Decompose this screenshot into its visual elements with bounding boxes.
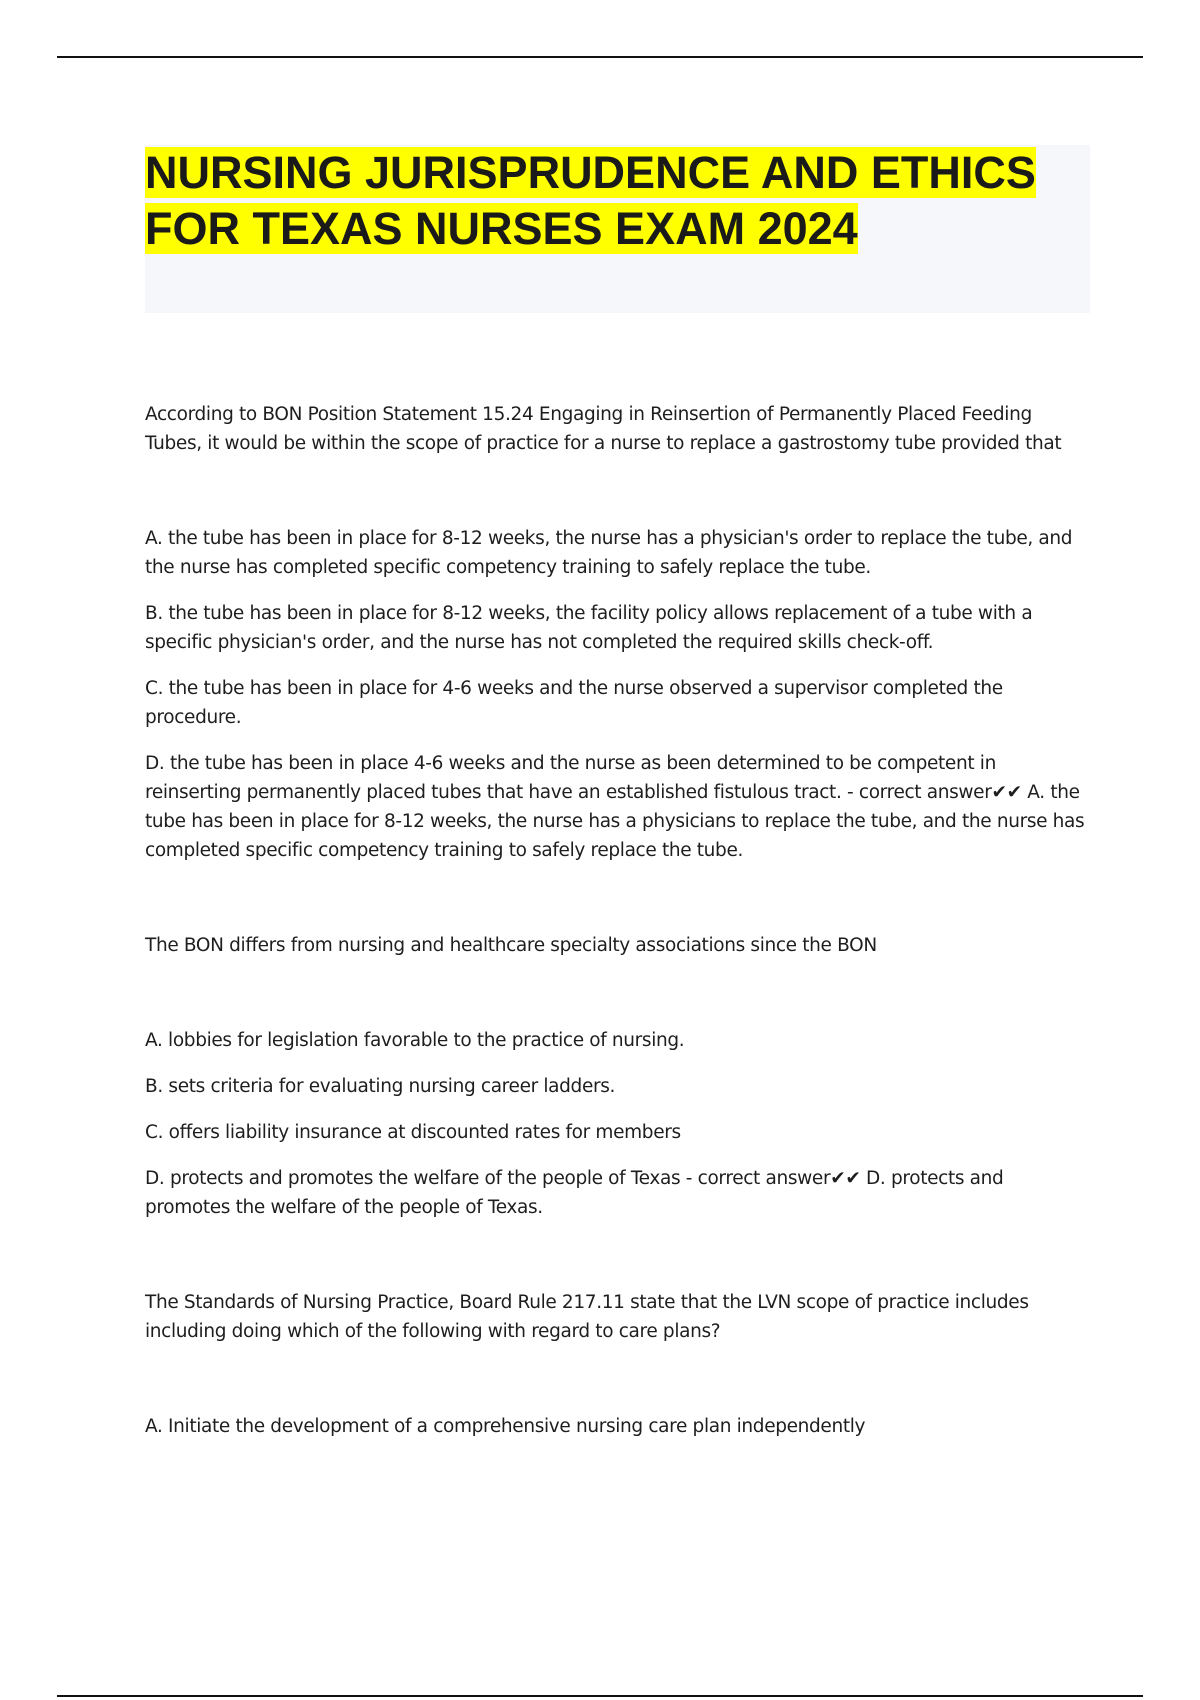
- document-body: [145, 400, 1090, 1458]
- question-2-option-b: B. sets criteria for evaluating nursing career ladders.: [145, 1076, 616, 1097]
- question-2-option-c: C. offers liability insurance at discounted rates for members: [145, 1122, 681, 1143]
- document-title: [145, 145, 1090, 257]
- title-block: [145, 145, 1090, 313]
- question-3: The Standards of Nursing Practice, Board Rule 217.11 state that the LVN scope of practice includes including doing which of the following with regard to care plans?: [145, 1292, 1029, 1342]
- question-2-option-d-answer: D. protects and promotes the welfare of the people of Texas - correct answer✔✔ D. protects and promotes the welfare of the people of Texas.: [145, 1168, 1004, 1218]
- question-2: The BON differs from nursing and healthcare specialty associations since the BON: [145, 935, 877, 956]
- question-2-option-a: A. lobbies for legislation favorable to the practice of nursing.: [145, 1030, 685, 1051]
- footer-divider: [57, 1695, 1143, 1697]
- question-1-option-c: C. the tube has been in place for 4-6 weeks and the nurse observed a supervisor completed the procedure.: [145, 678, 1003, 728]
- question-1-option-d-answer: D. the tube has been in place 4-6 weeks and the nurse as been determined to be competent in reinserting permanently placed tubes that have an established fistulous tract. - correct answer✔✔ A. the tube has been in place for 8-12 weeks, the nurse has a physicians to replace the tube, and the nurse has completed specific competency training to safely replace the tube.: [145, 753, 1085, 861]
- question-1: According to BON Position Statement 15.24 Engaging in Reinsertion of Permanently Placed Feeding Tubes, it would be within the scope of practice for a nurse to replace a gastrostomy tube provided that: [145, 404, 1062, 454]
- question-1-option-a: A. the tube has been in place for 8-12 weeks, the nurse has a physician's order to replace the tube, and the nurse has completed specific competency training to safely replace the tube.: [145, 528, 1073, 578]
- header-divider: [57, 56, 1143, 58]
- question-3-option-a: A. Initiate the development of a comprehensive nursing care plan independently: [145, 1416, 866, 1437]
- question-1-option-b: B. the tube has been in place for 8-12 weeks, the facility policy allows replacement of a tube with a specific physician's order, and the nurse has not completed the required skills check-off.: [145, 603, 1033, 653]
- document-title-text: NURSING JURISPRUDENCE AND ETHICS FOR TEXAS NURSES EXAM 2024: [145, 147, 1036, 254]
